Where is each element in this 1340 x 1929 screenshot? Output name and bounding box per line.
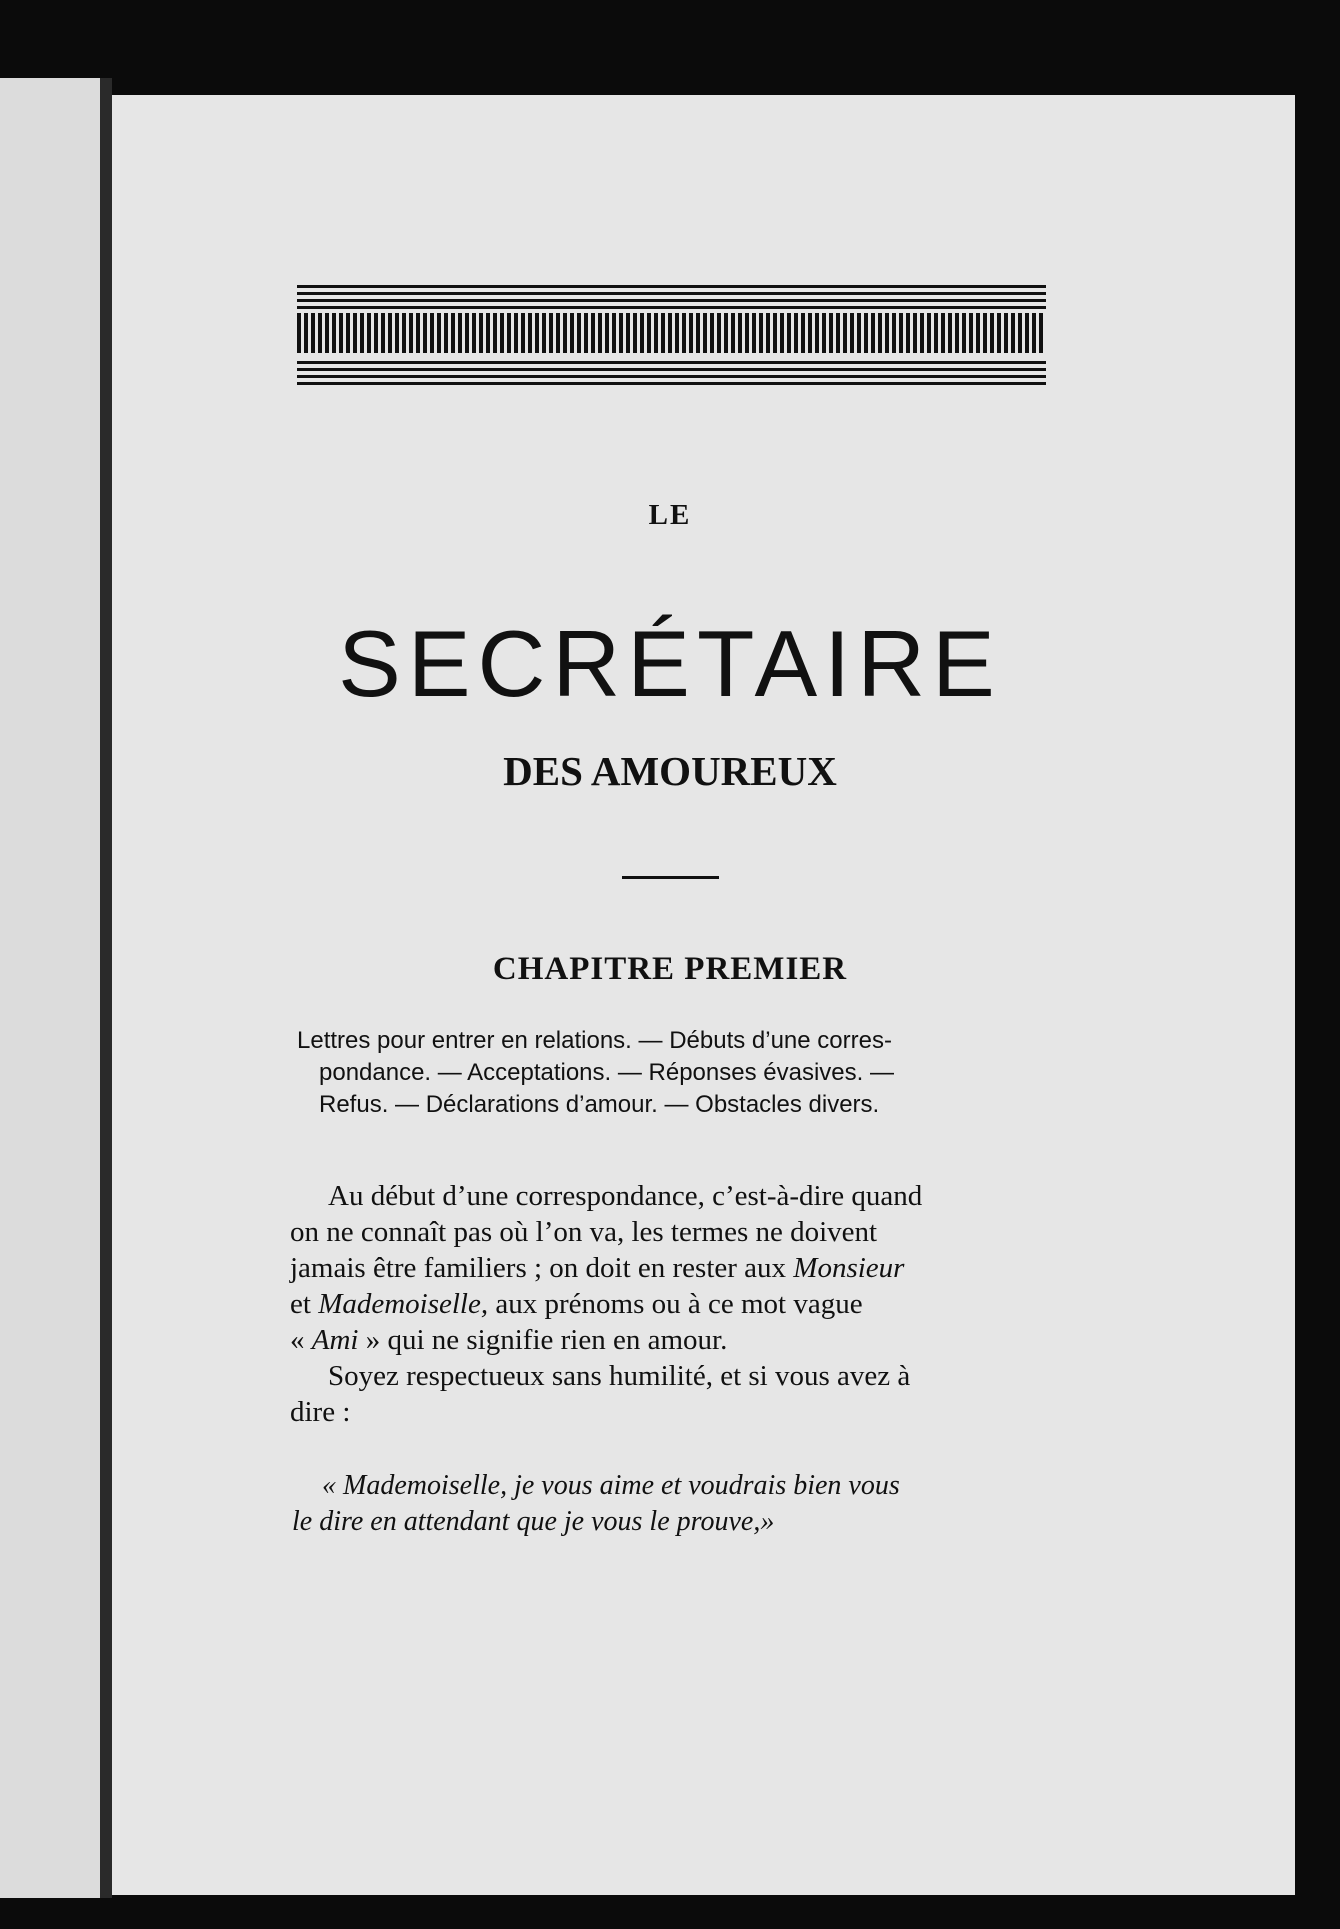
body-line: dire : <box>290 1396 351 1428</box>
facing-page-edge <box>0 78 110 1898</box>
body-line: « Ami » qui ne signifie rien en amour. <box>290 1324 728 1356</box>
body-line: Soyez respectueux sans humilité, et si vous avez à <box>328 1360 911 1392</box>
book-title: SECRÉTAIRE <box>338 611 1002 716</box>
chapter-heading: CHAPITRE PREMIER <box>492 951 848 987</box>
body-line: et Mademoiselle, aux prénoms ou à ce mot vague <box>290 1288 863 1320</box>
summary-line: Lettres pour entrer en relations. — Débuts d’une corres- <box>297 1027 892 1054</box>
quote-line: « Mademoiselle, je vous aime et voudrais bien vous <box>322 1470 900 1501</box>
title-article: LE <box>648 499 692 531</box>
body-line: on ne connaît pas où l’on va, les termes ne doivent <box>290 1216 878 1248</box>
title-divider <box>622 876 719 879</box>
summary-line: Refus. — Déclarations d’amour. — Obstacles divers. <box>319 1091 880 1118</box>
body-text <box>290 1178 1042 1430</box>
header-ornament <box>297 285 1046 391</box>
body-line: jamais être familiers ; on doit en rester aux Monsieur <box>290 1252 905 1284</box>
book-gutter <box>100 78 112 1898</box>
body-line: Au début d’une correspondance, c’est-à-dire quand <box>328 1180 923 1212</box>
chapter-summary <box>297 1025 1041 1121</box>
book-subtitle: DES AMOUREUX <box>503 748 837 794</box>
quoted-letter <box>292 1468 1042 1540</box>
quote-line: le dire en attendant que je vous le prouve,» <box>292 1506 775 1537</box>
summary-line: pondance. — Acceptations. — Réponses évasives. — <box>319 1059 894 1086</box>
